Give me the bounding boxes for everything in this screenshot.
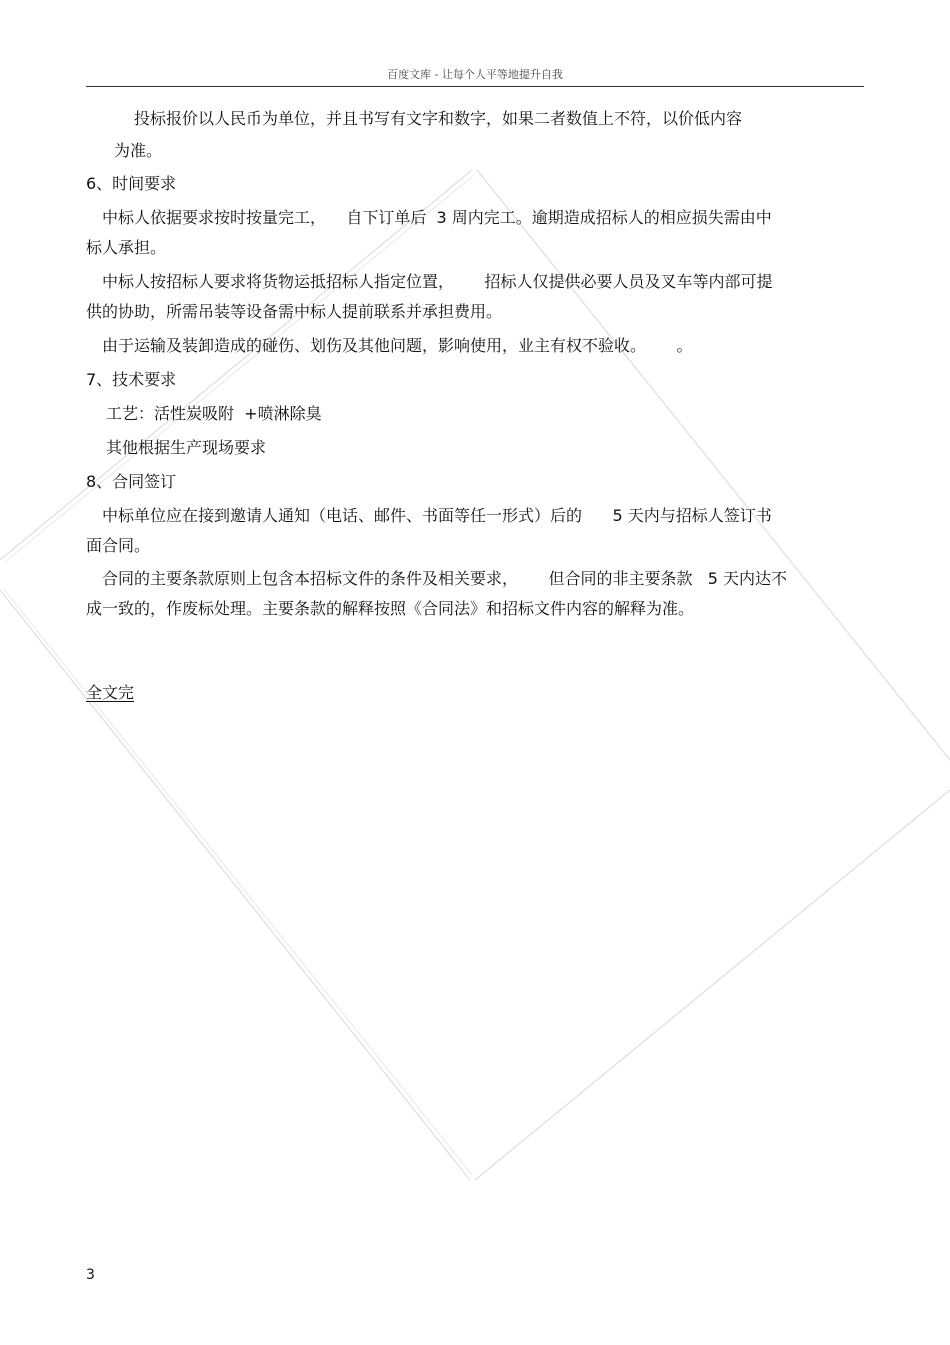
paragraph-line: 合同的主要条款原则上包含本招标文件的条件及相关要求， 但合同的非主要条款 5 天内达不 [102, 569, 788, 588]
paragraph-line: 成一致的，作废标处理。主要条款的解释按照《合同法》和招标文件内容的解释为准。 [86, 599, 695, 618]
section-heading: 7、技术要求 [86, 370, 177, 389]
paragraph-line: 工艺：活性炭吸附 +喷淋除臭 [106, 404, 322, 423]
paragraph-line: 投标报价以人民币为单位，并且书写有文字和数字，如果二者数值上不符，以价低内容 [134, 109, 743, 128]
paragraph-line: 由于运输及装卸造成的碰伤、划伤及其他问题，影响使用，业主有权不验收。 。 [102, 336, 693, 355]
page-number: 3 [86, 1267, 95, 1283]
section-heading: 6、时间要求 [86, 174, 177, 193]
paragraph-line: 中标单位应在接到邀请人通知（电话、邮件、书面等任一形式）后的 5 天内与招标人签订书 [102, 506, 772, 525]
paragraph-line: 面合同。 [86, 536, 151, 555]
paragraph-line: 供的协助，所需吊装等设备需中标人提前联系并承担费用。 [86, 302, 503, 321]
paragraph-line: 中标人按招标人要求将货物运抵招标人指定位置， 招标人仅提供必要人员及叉车等内部可提 [102, 272, 773, 291]
page-header [86, 66, 864, 87]
paragraph-line: 标人承担。 [86, 238, 167, 257]
paragraph-line: 其他根据生产现场要求 [106, 438, 267, 457]
end-of-document-mark: 全文完 [86, 683, 135, 702]
paragraph-line: 中标人依据要求按时按量完工， 自下订单后 3 周内完工。逾期造成招标人的相应损失需由中 [102, 208, 772, 227]
header-title: 百度文库 - 让每个人平等地提升自我 [387, 68, 563, 81]
section-heading: 8、合同签订 [86, 472, 177, 491]
paragraph-line: 为准。 [114, 141, 163, 160]
